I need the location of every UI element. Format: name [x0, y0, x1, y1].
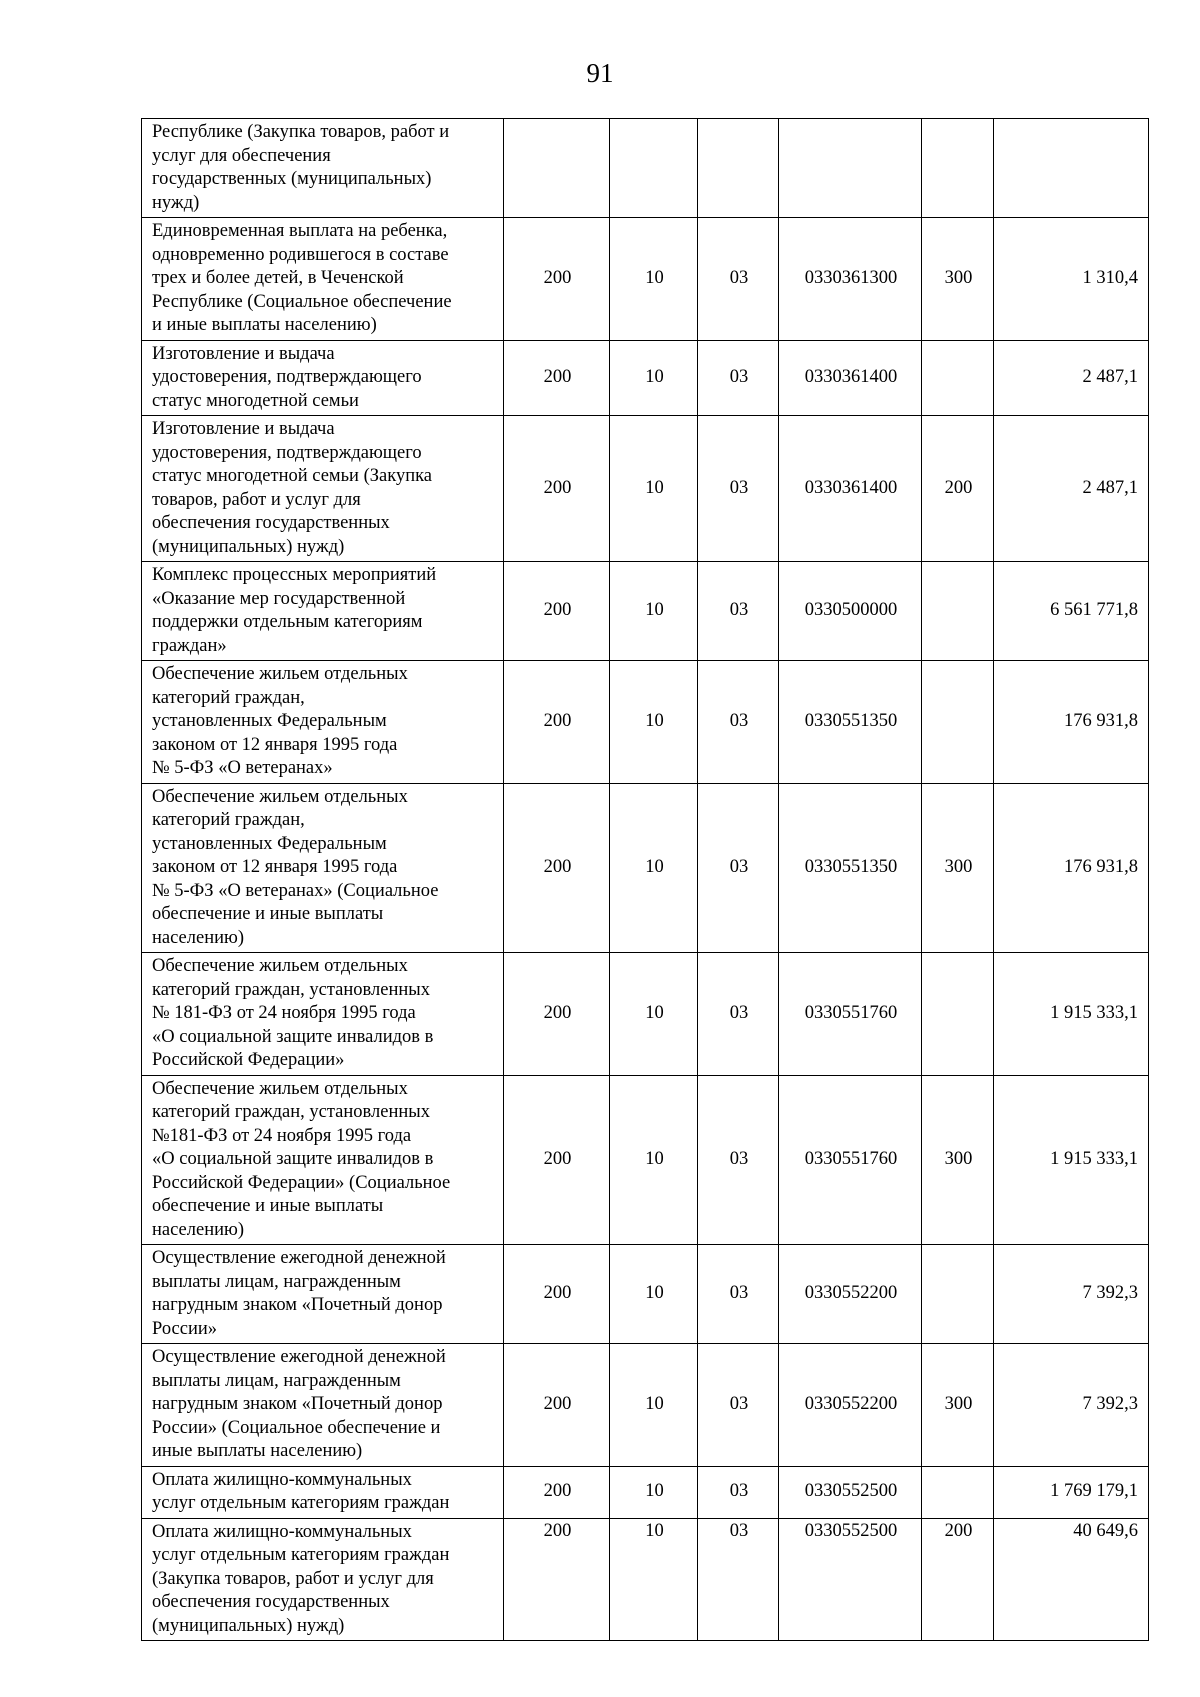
ministry-code-cell: 200	[504, 562, 610, 661]
amount-cell: 7 392,3	[994, 1245, 1149, 1344]
item-name-cell: Республике (Закупка товаров, работ и услуг для обеспечения государственных (муниципальных) нужд)	[142, 119, 504, 218]
section-code-cell: 10	[610, 661, 698, 784]
ministry-code-cell: 200	[504, 1245, 610, 1344]
section-code-cell	[610, 119, 698, 218]
item-name-cell: Осуществление ежегодной денежной выплаты лицам, награжденным нагрудным знаком «Почетный донор России» (Социальное обеспечение и иные выплаты населению)	[142, 1344, 504, 1467]
item-name-cell: Единовременная выплата на ребенка, одновременно родившегося в составе трех и более детей, в Чеченской Республике (Социальное обеспечение и иные выплаты населению)	[142, 218, 504, 341]
item-name-cell: Осуществление ежегодной денежной выплаты лицам, награжденным нагрудным знаком «Почетный донор России»	[142, 1245, 504, 1344]
amount-cell: 1 915 333,1	[994, 953, 1149, 1076]
target-article-code-cell: 0330361400	[779, 340, 922, 416]
subsection-code-cell: 03	[698, 416, 779, 562]
expense-type-code-cell	[922, 1245, 994, 1344]
item-name-cell: Обеспечение жильем отдельных категорий граждан, установленных № 181-ФЗ от 24 ноября 1995 года «О социальной защите инвалидов в Российской Федерации»	[142, 953, 504, 1076]
ministry-code-cell: 200	[504, 340, 610, 416]
table-row	[142, 783, 1149, 953]
target-article-code-cell: 0330551760	[779, 1075, 922, 1245]
target-article-code-cell: 0330552200	[779, 1245, 922, 1344]
target-article-code-cell: 0330551350	[779, 661, 922, 784]
section-code-cell: 10	[610, 1075, 698, 1245]
subsection-code-cell: 03	[698, 218, 779, 341]
expense-type-code-cell	[922, 562, 994, 661]
amount-cell: 176 931,8	[994, 661, 1149, 784]
subsection-code-cell: 03	[698, 1245, 779, 1344]
section-code-cell: 10	[610, 1466, 698, 1518]
amount-cell: 40 649,6	[994, 1518, 1149, 1641]
amount-cell: 176 931,8	[994, 783, 1149, 953]
subsection-code-cell: 03	[698, 953, 779, 1076]
target-article-code-cell: 0330361400	[779, 416, 922, 562]
amount-cell	[994, 119, 1149, 218]
target-article-code-cell: 0330500000	[779, 562, 922, 661]
table-row	[142, 661, 1149, 784]
item-name-cell: Обеспечение жильем отдельных категорий граждан, установленных №181-ФЗ от 24 ноября 1995 года «О социальной защите инвалидов в Российской Федерации» (Социальное обеспечение и иные выплаты населению)	[142, 1075, 504, 1245]
target-article-code-cell: 0330361300	[779, 218, 922, 341]
target-article-code-cell: 0330551350	[779, 783, 922, 953]
target-article-code-cell: 0330552500	[779, 1466, 922, 1518]
amount-cell: 1 915 333,1	[994, 1075, 1149, 1245]
expense-type-code-cell: 300	[922, 783, 994, 953]
page-number: 91	[586, 58, 614, 88]
amount-cell: 7 392,3	[994, 1344, 1149, 1467]
table-row	[142, 119, 1149, 218]
ministry-code-cell	[504, 119, 610, 218]
section-code-cell: 10	[610, 1245, 698, 1344]
amount-cell: 2 487,1	[994, 340, 1149, 416]
ministry-code-cell: 200	[504, 1466, 610, 1518]
table-body	[142, 119, 1149, 1641]
target-article-code-cell	[779, 119, 922, 218]
item-name-cell: Оплата жилищно-коммунальных услуг отдельным категориям граждан	[142, 1466, 504, 1518]
table-row	[142, 1075, 1149, 1245]
expense-type-code-cell: 300	[922, 1344, 994, 1467]
target-article-code-cell: 0330552200	[779, 1344, 922, 1467]
amount-cell: 6 561 771,8	[994, 562, 1149, 661]
expense-type-code-cell: 200	[922, 1518, 994, 1641]
ministry-code-cell: 200	[504, 416, 610, 562]
table-row	[142, 416, 1149, 562]
section-code-cell: 10	[610, 416, 698, 562]
section-code-cell: 10	[610, 783, 698, 953]
item-name-cell: Комплекс процессных мероприятий «Оказание мер государственной поддержки отдельным категориям граждан»	[142, 562, 504, 661]
item-name-cell: Обеспечение жильем отдельных категорий граждан, установленных Федеральным законом от 12 января 1995 года № 5-ФЗ «О ветеранах» (Социальное обеспечение и иные выплаты населению)	[142, 783, 504, 953]
table-row	[142, 562, 1149, 661]
ministry-code-cell: 200	[504, 783, 610, 953]
section-code-cell: 10	[610, 953, 698, 1076]
table-row	[142, 1344, 1149, 1467]
subsection-code-cell: 03	[698, 661, 779, 784]
subsection-code-cell: 03	[698, 1518, 779, 1641]
item-name-cell: Изготовление и выдача удостоверения, подтверждающего статус многодетной семьи (Закупка товаров, работ и услуг для обеспечения государственных (муниципальных) нужд)	[142, 416, 504, 562]
subsection-code-cell	[698, 119, 779, 218]
expense-type-code-cell: 200	[922, 416, 994, 562]
item-name-cell: Изготовление и выдача удостоверения, подтверждающего статус многодетной семьи	[142, 340, 504, 416]
section-code-cell: 10	[610, 562, 698, 661]
ministry-code-cell: 200	[504, 1075, 610, 1245]
expense-type-code-cell: 300	[922, 218, 994, 341]
amount-cell: 1 769 179,1	[994, 1466, 1149, 1518]
subsection-code-cell: 03	[698, 1344, 779, 1467]
table-row	[142, 218, 1149, 341]
subsection-code-cell: 03	[698, 783, 779, 953]
expense-type-code-cell	[922, 119, 994, 218]
table-row	[142, 1466, 1149, 1518]
ministry-code-cell: 200	[504, 1518, 610, 1641]
item-name-cell: Обеспечение жильем отдельных категорий граждан, установленных Федеральным законом от 12 января 1995 года № 5-ФЗ «О ветеранах»	[142, 661, 504, 784]
section-code-cell: 10	[610, 340, 698, 416]
amount-cell: 2 487,1	[994, 416, 1149, 562]
section-code-cell: 10	[610, 218, 698, 341]
expense-type-code-cell: 300	[922, 1075, 994, 1245]
section-code-cell: 10	[610, 1518, 698, 1641]
table-row	[142, 1245, 1149, 1344]
target-article-code-cell: 0330552500	[779, 1518, 922, 1641]
table-row	[142, 340, 1149, 416]
expense-type-code-cell	[922, 340, 994, 416]
expense-type-code-cell	[922, 953, 994, 1076]
item-name-cell: Оплата жилищно-коммунальных услуг отдельным категориям граждан (Закупка товаров, работ и услуг для обеспечения государственных (муниципальных) нужд)	[142, 1518, 504, 1641]
expense-type-code-cell	[922, 661, 994, 784]
table-row	[142, 1518, 1149, 1641]
amount-cell: 1 310,4	[994, 218, 1149, 341]
subsection-code-cell: 03	[698, 340, 779, 416]
ministry-code-cell: 200	[504, 218, 610, 341]
target-article-code-cell: 0330551760	[779, 953, 922, 1076]
budget-table	[141, 118, 1149, 1641]
subsection-code-cell: 03	[698, 1466, 779, 1518]
ministry-code-cell: 200	[504, 1344, 610, 1467]
subsection-code-cell: 03	[698, 1075, 779, 1245]
table-row	[142, 953, 1149, 1076]
ministry-code-cell: 200	[504, 661, 610, 784]
ministry-code-cell: 200	[504, 953, 610, 1076]
subsection-code-cell: 03	[698, 562, 779, 661]
section-code-cell: 10	[610, 1344, 698, 1467]
expense-type-code-cell	[922, 1466, 994, 1518]
